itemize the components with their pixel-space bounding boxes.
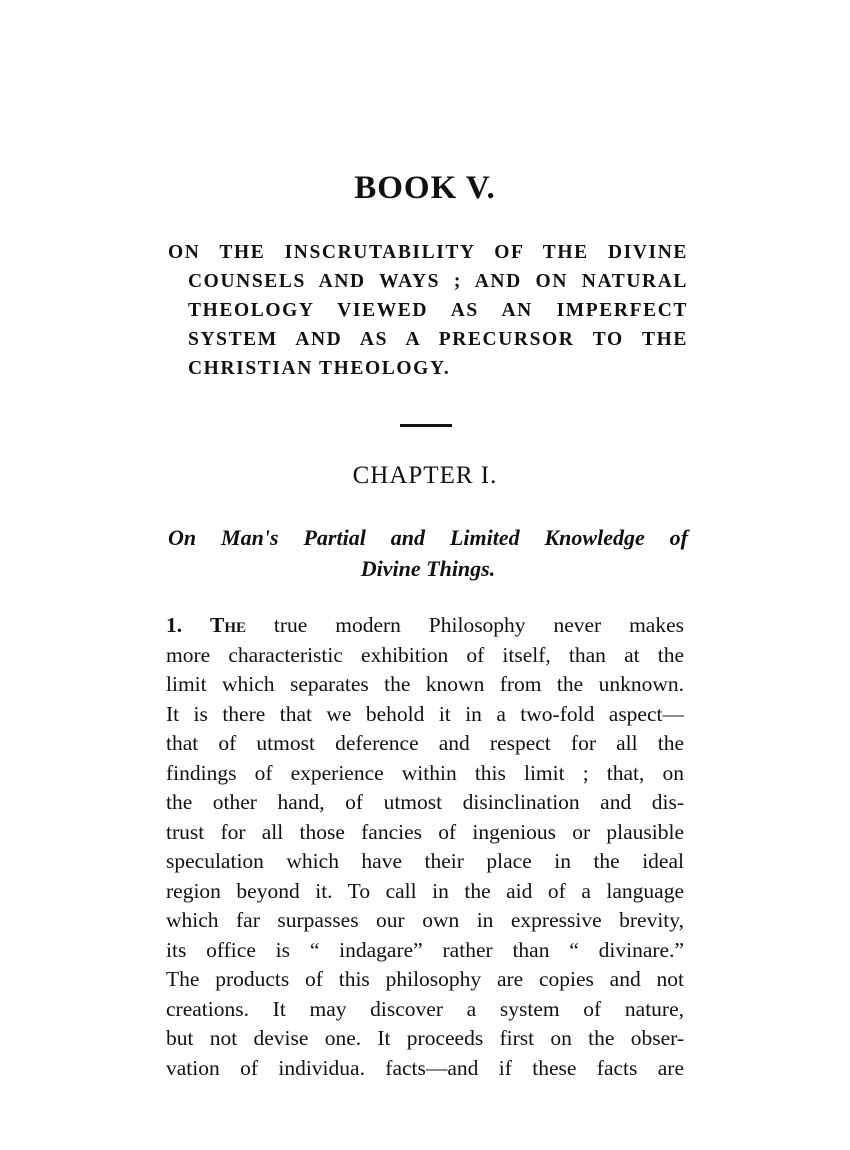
subtitle-line: SYSTEM AND AS A PRECURSOR TO THE	[188, 329, 688, 350]
paragraph-first-word: The	[210, 613, 247, 637]
body-line: It is there that we behold it in a two-fold aspect—	[166, 701, 684, 726]
body-line: trust for all those fancies of ingenious or plausible	[166, 819, 684, 844]
body-line: that of utmost deference and respect for all the	[166, 731, 684, 755]
body-line: speculation which have their place in the ideal	[166, 849, 684, 873]
body-line: region beyond it. To call in the aid of a language	[166, 878, 684, 903]
body-line: which far surpasses our own in expressive brevity,	[166, 908, 684, 932]
subtitle-line: CHRISTIAN THEOLOGY.	[188, 358, 451, 379]
chapter-title	[168, 522, 688, 584]
book-subtitle	[168, 238, 688, 383]
body-line: more characteristic exhibition of itself, than at the	[166, 642, 684, 667]
first-line-text: true modern Philosophy never makes	[246, 613, 685, 637]
paragraph-number: 1.	[166, 613, 183, 637]
body-line: vation of individua. facts—and if these facts are	[166, 1055, 684, 1080]
chapter-title-line: Divine Things.	[360, 556, 496, 581]
chapter-title-line: On Man's Partial and Limited Knowledge of	[168, 525, 688, 550]
section-divider	[400, 424, 452, 427]
body-line: its office is “ indagare” rather than “ divinare.”	[166, 937, 684, 962]
body-line: limit which separates the known from the unknown.	[166, 672, 684, 696]
paragraph-first-line	[166, 611, 684, 641]
body-line: creations. It may discover a system of nature,	[166, 996, 684, 1021]
subtitle-line: ON THE INSCRUTABILITY OF THE DIVINE	[168, 242, 688, 263]
body-line: findings of experience within this limit ; that, on	[166, 760, 684, 785]
chapter-heading: CHAPTER I.	[352, 462, 498, 489]
body-line: The products of this philosophy are copies and not	[166, 967, 684, 991]
body-line: but not devise one. It proceeds first on the obser-	[166, 1026, 684, 1050]
subtitle-line: COUNSELS AND WAYS ; AND ON NATURAL	[188, 271, 688, 292]
subtitle-line: THEOLOGY VIEWED AS AN IMPERFECT	[188, 300, 688, 321]
body-paragraph	[166, 611, 684, 1083]
book-title: BOOK V.	[354, 170, 496, 206]
body-line: the other hand, of utmost disinclination and dis-	[166, 790, 684, 814]
